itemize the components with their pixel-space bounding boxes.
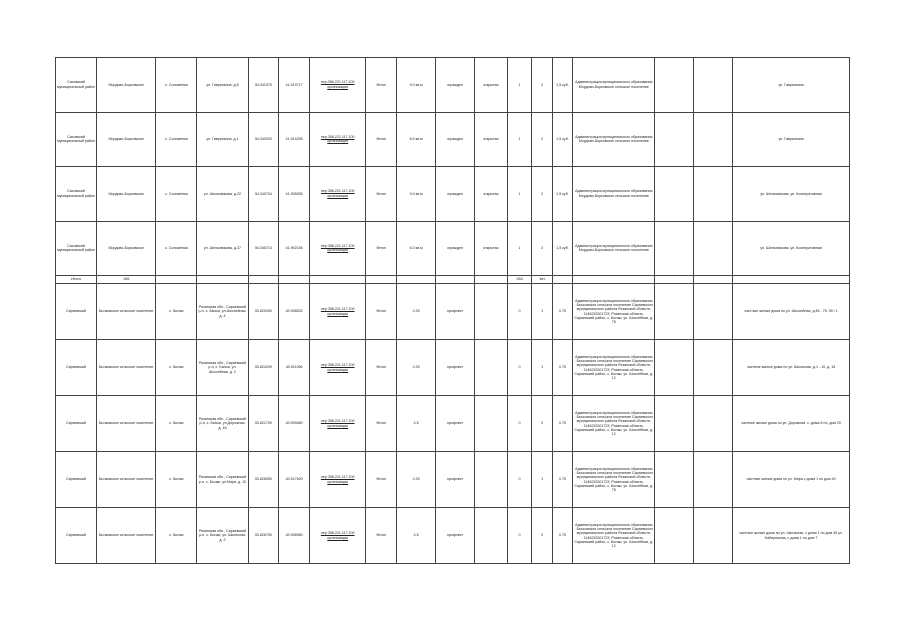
cell-lon: 40.908532 bbox=[279, 284, 310, 340]
cell-area: 9.0 кв.м bbox=[397, 58, 436, 113]
cell-owner: Администрация муниципального образования Мордово-Борковское сельское поселение bbox=[573, 112, 655, 167]
cell-settlement: Мордово-Борковское bbox=[96, 167, 155, 222]
cell-n2: 1 bbox=[532, 452, 552, 508]
cell-settlement: Бычковское сельское поселение bbox=[96, 284, 155, 340]
cell-settlement: Бычковское сельское поселение bbox=[96, 340, 155, 396]
cell-fence: огражден bbox=[436, 112, 475, 167]
cell-district: Сараевский bbox=[56, 452, 97, 508]
cell-g2 bbox=[694, 340, 733, 396]
cell-lat: 54.342003 bbox=[248, 112, 279, 167]
cell-settlement: Мордово-Борковское bbox=[96, 112, 155, 167]
cell-g2 bbox=[694, 167, 733, 222]
cell-n1: 1 bbox=[507, 58, 532, 113]
total-c2: 1вт bbox=[532, 276, 552, 284]
cell-area: 2.25 bbox=[397, 284, 436, 340]
cell-settlement: Мордово-Борковское bbox=[96, 221, 155, 276]
total-empty-cell bbox=[474, 276, 507, 284]
cell-area: 2.25 bbox=[397, 452, 436, 508]
cell-cover: бетон bbox=[366, 112, 397, 167]
cell-n1: 0 bbox=[507, 452, 532, 508]
cell-settlement: Бычковское сельское поселение bbox=[96, 508, 155, 564]
cell-served: частные жилые дома по ул. Школьная, с дома 1 по дом 45 ул. Набережная, с дома 1 по дом 7 bbox=[733, 508, 850, 564]
table-row bbox=[56, 221, 850, 276]
cell-cover: бетон bbox=[366, 167, 397, 222]
total-label: Итого bbox=[56, 276, 97, 284]
total-empty-cell bbox=[366, 276, 397, 284]
cell-district: Сасовский муниципальный район bbox=[56, 221, 97, 276]
cell-g1 bbox=[655, 284, 694, 340]
cell-n2: 0 bbox=[532, 396, 552, 452]
cell-served: ул. Гаврилкина bbox=[733, 112, 850, 167]
cell-locality: с. Соломенка bbox=[156, 167, 197, 222]
cell-n2: 1 bbox=[532, 340, 552, 396]
cell-g1 bbox=[655, 452, 694, 508]
cell-g1 bbox=[655, 340, 694, 396]
cell-cover: бетон bbox=[366, 58, 397, 113]
cell-locality: с. Соломенка bbox=[156, 112, 197, 167]
cell-lat: 54.340704 bbox=[248, 167, 279, 222]
cell-district: Сараевский bbox=[56, 508, 97, 564]
total-empty-cell bbox=[156, 276, 197, 284]
cell-area: 9.0 кв.м bbox=[397, 167, 436, 222]
cell-lat: 54.341970 bbox=[248, 58, 279, 113]
cell-vol: 1,5 куб. bbox=[552, 221, 572, 276]
cell-lat: 53.824209 bbox=[248, 340, 279, 396]
cell-lon: 41.914255 bbox=[279, 112, 310, 167]
cell-served: частные жилые дома по ул. Школьная, д.1 - 10, д. 15 bbox=[733, 340, 850, 396]
total-value: 156 bbox=[96, 276, 155, 284]
table-row bbox=[56, 340, 850, 396]
cell-lon: 40.909480 bbox=[279, 396, 310, 452]
cell-type: открытая bbox=[474, 167, 507, 222]
cell-address: Рязанская обл., Сараевский р-н, с. Бычки, ул.Шоссейная, д. 4 bbox=[197, 284, 248, 340]
cell-locality: с. Бычки bbox=[156, 508, 197, 564]
cell-lon: 41.919717 bbox=[279, 58, 310, 113]
table-row bbox=[56, 508, 850, 564]
cell-lat: 54.340714 bbox=[248, 221, 279, 276]
cell-served: частные жилые дома по ул. Шоссейная, д.46 - 75, 99 / 1 bbox=[733, 284, 850, 340]
cell-type: открытая bbox=[474, 112, 507, 167]
cell-type bbox=[474, 508, 507, 564]
total-c1: 284 bbox=[507, 276, 532, 284]
cell-district: Сасовский муниципальный район bbox=[56, 112, 97, 167]
cell-address: ул. Шелковикова, д.22 bbox=[197, 167, 248, 222]
cell-address: Рязанская обл., Сараевский р-н, с. Бычки, ул.Мира, д. 10 bbox=[197, 452, 248, 508]
cell-g1 bbox=[655, 58, 694, 113]
cell-lat: 53.820430 bbox=[248, 284, 279, 340]
cell-district: Сараевский bbox=[56, 284, 97, 340]
cell-n1: 1 bbox=[507, 221, 532, 276]
total-empty-cell bbox=[655, 276, 694, 284]
cell-code: пер.356.221.117.100 организации bbox=[310, 340, 366, 396]
cell-served: частные жилые дома по ул. Мира с дома 1 по дом 40 bbox=[733, 452, 850, 508]
cell-owner: Администрация муниципального образования - Бычковское сельское поселение Сараевского муниципального района Рязанской области, 1146232001723, Рязанская область, Сараевский район, с. Бычки, ул. Шоссейная, д. 12 bbox=[573, 340, 655, 396]
cell-g1 bbox=[655, 508, 694, 564]
table-row bbox=[56, 284, 850, 340]
cell-vol: 0,75 bbox=[552, 396, 572, 452]
cell-n2: 2 bbox=[532, 221, 552, 276]
cell-g2 bbox=[694, 221, 733, 276]
cell-type bbox=[474, 284, 507, 340]
cell-fence: огражден bbox=[436, 221, 475, 276]
cell-settlement: Бычковское сельское поселение bbox=[96, 396, 155, 452]
cell-owner: Администрация муниципального образования - Бычковское сельское поселение Сараевского муниципального района Рязанской области, 1146232001723, Рязанская область, Сараевский район, с. Бычки, ул. Шоссейная, д. 75 bbox=[573, 284, 655, 340]
total-empty-cell bbox=[397, 276, 436, 284]
table-row bbox=[56, 452, 850, 508]
registry-table bbox=[55, 57, 850, 564]
cell-code: пер.356.221.117.100 организации bbox=[310, 508, 366, 564]
cell-address: ул. Гаврилкина, д.1 bbox=[197, 112, 248, 167]
cell-g2 bbox=[694, 508, 733, 564]
cell-area: 4.5 bbox=[397, 508, 436, 564]
cell-type: открытая bbox=[474, 221, 507, 276]
cell-locality: с. Соломенка bbox=[156, 58, 197, 113]
total-empty-cell bbox=[279, 276, 310, 284]
cell-address: ул. Гаврилкина, д.8 bbox=[197, 58, 248, 113]
cell-n1: 0 bbox=[507, 284, 532, 340]
cell-vol: 0,75 bbox=[552, 284, 572, 340]
cell-vol: 1,5 куб. bbox=[552, 167, 572, 222]
cell-district: Сасовский муниципальный район bbox=[56, 58, 97, 113]
total-empty-cell bbox=[694, 276, 733, 284]
cell-code: пер.356.221.117.100 организации bbox=[310, 167, 366, 222]
cell-g2 bbox=[694, 452, 733, 508]
cell-lon: 40.917620 bbox=[279, 452, 310, 508]
cell-n2: 2 bbox=[532, 167, 552, 222]
cell-address: Рязанская обл., Сараевский р-н, с. Бычки, ул. Шоссейная, д. 2 bbox=[197, 340, 248, 396]
cell-fence: профлист bbox=[436, 396, 475, 452]
cell-area: 6.0 кв.м bbox=[397, 112, 436, 167]
cell-vol: 0,75 bbox=[552, 508, 572, 564]
cell-g2 bbox=[694, 284, 733, 340]
cell-vol: 1,5 куб. bbox=[552, 58, 572, 113]
cell-fence: профлист bbox=[436, 284, 475, 340]
cell-lon: 41.902155 bbox=[279, 221, 310, 276]
cell-locality: с. Бычки bbox=[156, 396, 197, 452]
cell-served: ул. Шелковикова, ул. Кооперативная bbox=[733, 221, 850, 276]
cell-cover: бетон bbox=[366, 340, 397, 396]
cell-cover: бетон bbox=[366, 221, 397, 276]
table-row bbox=[56, 58, 850, 113]
cell-owner: Администрация муниципального образования - Бычковское сельское поселение Сараевского муниципального района Рязанской области, 1146232001723, Рязанская область, Сараевский район, с. Бычки, ул. Шоссейная, д. 12 bbox=[573, 508, 655, 564]
cell-type bbox=[474, 452, 507, 508]
cell-locality: с. Соломенка bbox=[156, 221, 197, 276]
cell-fence: профлист bbox=[436, 340, 475, 396]
cell-owner: Администрация муниципального образования Мордово-Борковское сельское поселение bbox=[573, 58, 655, 113]
total-empty-cell bbox=[436, 276, 475, 284]
cell-code: пер.356.221.117.100 организации bbox=[310, 112, 366, 167]
cell-fence: профлист bbox=[436, 452, 475, 508]
cell-code: пер.356.221.117.100 организации bbox=[310, 452, 366, 508]
cell-n2: 2 bbox=[532, 58, 552, 113]
cell-cover: бетон bbox=[366, 508, 397, 564]
cell-g1 bbox=[655, 112, 694, 167]
total-empty-cell bbox=[197, 276, 248, 284]
cell-served: ул. Гаврилкина bbox=[733, 58, 850, 113]
cell-lat: 53.828050 bbox=[248, 452, 279, 508]
cell-fence: огражден bbox=[436, 58, 475, 113]
cell-locality: с. Бычки bbox=[156, 452, 197, 508]
table-row bbox=[56, 396, 850, 452]
cell-n2: 2 bbox=[532, 112, 552, 167]
cell-n1: 0 bbox=[507, 340, 532, 396]
cell-locality: с. Бычки bbox=[156, 340, 197, 396]
cell-g2 bbox=[694, 58, 733, 113]
cell-locality: с. Бычки bbox=[156, 284, 197, 340]
cell-address: ул. Шелковикова, д.37 bbox=[197, 221, 248, 276]
cell-owner: Администрация муниципального образования Мордово-Борковское сельское поселение bbox=[573, 167, 655, 222]
cell-area: 2.25 bbox=[397, 340, 436, 396]
total-empty-cell bbox=[733, 276, 850, 284]
table-row bbox=[56, 112, 850, 167]
cell-lat: 53.821700 bbox=[248, 396, 279, 452]
cell-code: пер.356.221.117.100 организации bbox=[310, 58, 366, 113]
cell-n1: 1 bbox=[507, 167, 532, 222]
cell-n2: 1 bbox=[532, 284, 552, 340]
total-empty-cell bbox=[573, 276, 655, 284]
cell-district: Сараевский bbox=[56, 340, 97, 396]
cell-fence: огражден bbox=[436, 167, 475, 222]
cell-served: ул. Шелковикова, ул. Кооперативная bbox=[733, 167, 850, 222]
cell-cover: бетон bbox=[366, 284, 397, 340]
table-row bbox=[56, 167, 850, 222]
cell-lon: 40.911266 bbox=[279, 340, 310, 396]
cell-g1 bbox=[655, 221, 694, 276]
cell-area: 6.0 кв.м bbox=[397, 221, 436, 276]
cell-served: частные жилые дома по ул. Дорожная, с. дома 8 по, дом 20 bbox=[733, 396, 850, 452]
cell-district: Сараевский bbox=[56, 396, 97, 452]
cell-type: открытая bbox=[474, 58, 507, 113]
cell-settlement: Мордово-Борковское bbox=[96, 58, 155, 113]
cell-vol: 0,75 bbox=[552, 340, 572, 396]
cell-code: пер.356.221.117.100 организации bbox=[310, 221, 366, 276]
cell-area: 4.5 bbox=[397, 396, 436, 452]
cell-cover: бетон bbox=[366, 452, 397, 508]
cell-settlement: Бычковское сельское поселение bbox=[96, 452, 155, 508]
total-empty-cell bbox=[248, 276, 279, 284]
cell-code: пер.356.221.117.100 организации bbox=[310, 396, 366, 452]
cell-vol: 0,75 bbox=[552, 452, 572, 508]
cell-n1: 0 bbox=[507, 396, 532, 452]
cell-g1 bbox=[655, 396, 694, 452]
cell-g1 bbox=[655, 167, 694, 222]
cell-cover: бетон bbox=[366, 396, 397, 452]
cell-lon: 40.908980 bbox=[279, 508, 310, 564]
cell-g2 bbox=[694, 396, 733, 452]
cell-owner: Администрация муниципального образования - Бычковское сельское поселение Сараевского муниципального района Рязанской области, 1146232001723, Рязанская область, Сараевский район, с. Бычки, ул. Шоссейная, д. 75 bbox=[573, 452, 655, 508]
cell-vol: 1,5 куб. bbox=[552, 112, 572, 167]
cell-type bbox=[474, 396, 507, 452]
cell-g2 bbox=[694, 112, 733, 167]
cell-address: Рязанская обл., Сараевский р-н, с. Бычки, ул.Дорожная, д. 16 bbox=[197, 396, 248, 452]
total-row bbox=[56, 276, 850, 284]
cell-owner: Администрация муниципального образования Мордово-Борковское сельское поселение bbox=[573, 221, 655, 276]
cell-n1: 1 bbox=[507, 112, 532, 167]
cell-lat: 53.826700 bbox=[248, 508, 279, 564]
cell-type bbox=[474, 340, 507, 396]
total-empty-cell bbox=[552, 276, 572, 284]
cell-n1: 0 bbox=[507, 508, 532, 564]
cell-address: Рязанская обл., Сараевский р-н, с. Бычки, ул. Школьная, д. 2 bbox=[197, 508, 248, 564]
cell-lon: 41.905055 bbox=[279, 167, 310, 222]
cell-code: пер.356.221.117.100 организации bbox=[310, 284, 366, 340]
cell-district: Сасовский муниципальный район bbox=[56, 167, 97, 222]
cell-n2: 0 bbox=[532, 508, 552, 564]
cell-owner: Администрация муниципального образования - Бычковское сельское поселение Сараевского муниципального района Рязанской области, 1146232001723, Рязанская область, Сараевский район, с. Бычки, ул. Шоссейная, д. 12 bbox=[573, 396, 655, 452]
total-empty-cell bbox=[310, 276, 366, 284]
cell-fence: профлист bbox=[436, 508, 475, 564]
